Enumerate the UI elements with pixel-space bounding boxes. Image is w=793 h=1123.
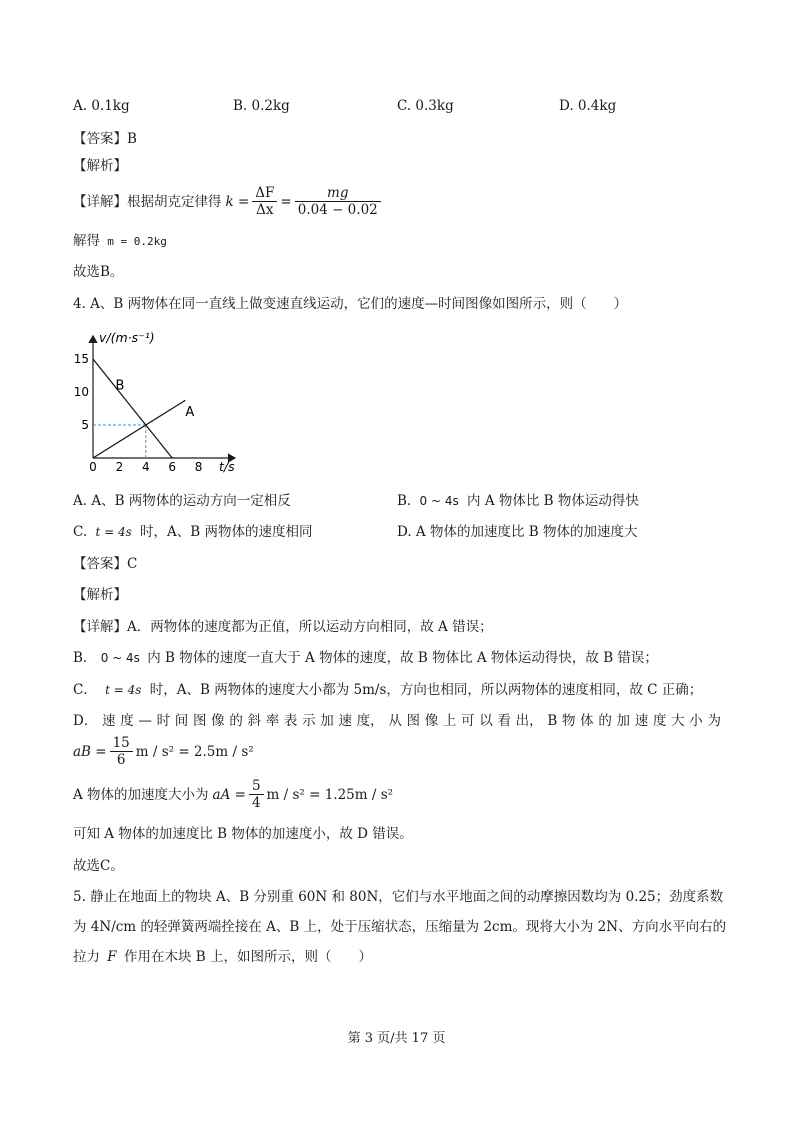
detail-d-end: 可知 A 物体的加速度比 B 物体的加速度小，故 D 错误。 [73,826,413,842]
detail-a: 【详解】A．两物体的速度都为正值，所以运动方向相同，故 A 错误； [73,619,493,635]
fraction-num: 15 [110,735,133,752]
detail-char: 以 [479,713,493,729]
y-tick-label: 15 [73,352,89,366]
conclusion: 故选C。 [73,858,124,874]
detail-char: 的 [598,713,612,729]
detail-char: 体 [580,713,594,729]
detail-char: 可 [461,713,475,729]
detail-char: 度， [356,713,384,729]
detail-text: 内 B 物体的速度一直大于 A 物体的速度，故 B 物体比 A 物体运动得快，故 B 错误； [147,650,658,666]
fraction-den: Δx [256,202,274,218]
detail-char: 像 [211,713,225,729]
detail-char: D． [73,713,98,729]
fraction-den: 6 [116,752,126,768]
question-stem-line-1: 5. 静止在地面上的物块 A、B 分别重 60N 和 80N，它们与水平地面之间的动摩擦因数均为 0.25；劲度系数 [73,889,724,905]
detail-d [73,712,721,730]
detail-char: — [138,713,152,729]
force-symbol: F [107,949,117,965]
option-d: D. A 物体的加速度比 B 物体的加速度大 [397,524,638,540]
detail-char: 图 [406,713,421,729]
option-d: D. 0.4kg [559,98,617,114]
velocity-time-chart [73,328,253,473]
detail-char: 图 [192,713,207,729]
fraction-num: ΔF [252,185,277,202]
fraction-den: 0.04 − 0.02 [297,202,378,218]
option-text: 内 A 物体比 B 物体运动得快 [467,493,639,509]
option-math: 0 ~ 4s [419,494,459,508]
option-b [397,492,639,510]
option-c [73,523,313,541]
detail-char: 小 [689,713,703,729]
series-label-a: A [185,404,195,420]
question-stem-line-2: 为 4N/cm 的轻弹簧两端拴接在 A、B 上，处于压缩状态，压缩量为 2cm。现将大小为 2N、方向水平向右的 [73,919,727,935]
option-a: A. A、B 两物体的运动方向一定相反 [73,493,291,509]
detail-math: t = 4s [105,683,142,697]
option-b: B. 0.2kg [233,98,290,114]
fraction-num: mg [295,185,381,202]
detail-prefix: C． [73,682,97,698]
accel-rest: m / s² = 2.5m / s² [135,743,254,760]
solve-line [73,232,167,251]
detail-char: 度 [652,713,667,729]
detail-char: 看 [497,713,511,729]
detail-char: 率 [265,713,280,729]
detail-char: 上 [442,713,457,729]
analysis-label: 【解析】 [73,158,127,174]
detail-char: 加 [320,713,334,729]
option-c: C. 0.3kg [397,98,454,114]
acceleration-b [73,735,254,768]
stem-text: 作用在木块 B 上，如图所示，则（ ） [123,949,372,965]
detail-text: 【详解】根据胡克定律得 [73,193,222,210]
formula-lhs: k = [225,193,250,210]
question-stem: 4. A、B 两物体在同一直线上做变速直线运动，它们的速度—时间图像如图所示，则（ ） [73,296,628,312]
solve-value: m = 0.2kg [107,235,167,248]
hooke-law-line [73,185,384,218]
detail-c [73,681,702,699]
x-tick-label: 8 [194,460,203,473]
detail-math: 0 ~ 4s [100,651,140,665]
stem-text: 拉力 [73,949,100,965]
fraction-num: 5 [249,778,264,795]
detail-char: 时 [156,713,171,729]
series-line-a [93,400,185,458]
page-footer: 第 3 页/共 17 页 [347,1031,446,1046]
series-line-b [93,359,172,458]
detail-char: 示 [302,713,316,729]
accel-fraction [249,778,264,811]
detail-char: 从 [388,713,402,729]
fraction-den: 4 [251,795,261,811]
x-tick-label: 2 [115,460,124,473]
formula-eq: = [280,193,292,210]
fraction-delta [252,185,277,218]
accel-fraction [110,735,133,768]
option-math: t = 4s [95,525,132,539]
fraction-mg [295,185,381,218]
accel-lhs: aA = [212,786,246,803]
detail-char: 物 [561,713,576,729]
detail-char: 间 [174,713,189,729]
detail-text: 时，A、B 两物体的速度大小都为 5m/s，方向也相同，所以两物体的速度相同，故 C 正确； [149,682,703,698]
detail-char: 像 [424,713,439,729]
y-tick-label: 10 [73,385,89,399]
x-axis-label: t/s [219,459,235,473]
x-tick-label: 6 [168,460,177,473]
option-prefix: B. [397,493,412,509]
x-tick-label: 4 [141,460,150,473]
detail-char: 的 [229,713,243,729]
answer-label: 【答案】C [73,556,138,572]
detail-char: 速 [338,713,352,729]
x-tick-label: 0 [89,460,97,473]
detail-prefix: B． [73,650,97,666]
detail-char: 表 [283,713,298,729]
answer-label: 【答案】B [73,131,137,147]
detail-char: 速 [102,713,116,729]
accel-rest: m / s² = 1.25m / s² [266,786,394,803]
question-stem-line-3 [73,948,372,966]
detail-b [73,649,658,667]
detail-char: B [547,713,558,729]
detail-char: 斜 [247,713,262,729]
series-label-b: B [115,378,125,394]
accel-lhs: aB = [73,743,107,760]
conclusion: 故选B。 [73,264,124,280]
detail-char: 出， [515,713,543,729]
y-tick-label: 5 [81,418,89,432]
option-text: 时，A、B 两物体的速度相同 [140,524,313,540]
option-a: A. 0.1kg [73,98,130,114]
y-axis-label: v/(m·s⁻¹) [99,330,155,345]
detail-char: 速 [634,713,649,729]
detail-char: 大 [671,713,685,729]
option-prefix: C. [73,524,88,540]
detail-char: 加 [616,713,630,729]
detail-char: 为 [707,713,721,729]
detail-char: 度 [120,713,134,729]
analysis-label: 【解析】 [73,587,127,603]
accel-prefix: A 物体的加速度大小为 [73,786,209,803]
acceleration-a [73,778,393,811]
solve-text: 解得 [73,233,100,249]
